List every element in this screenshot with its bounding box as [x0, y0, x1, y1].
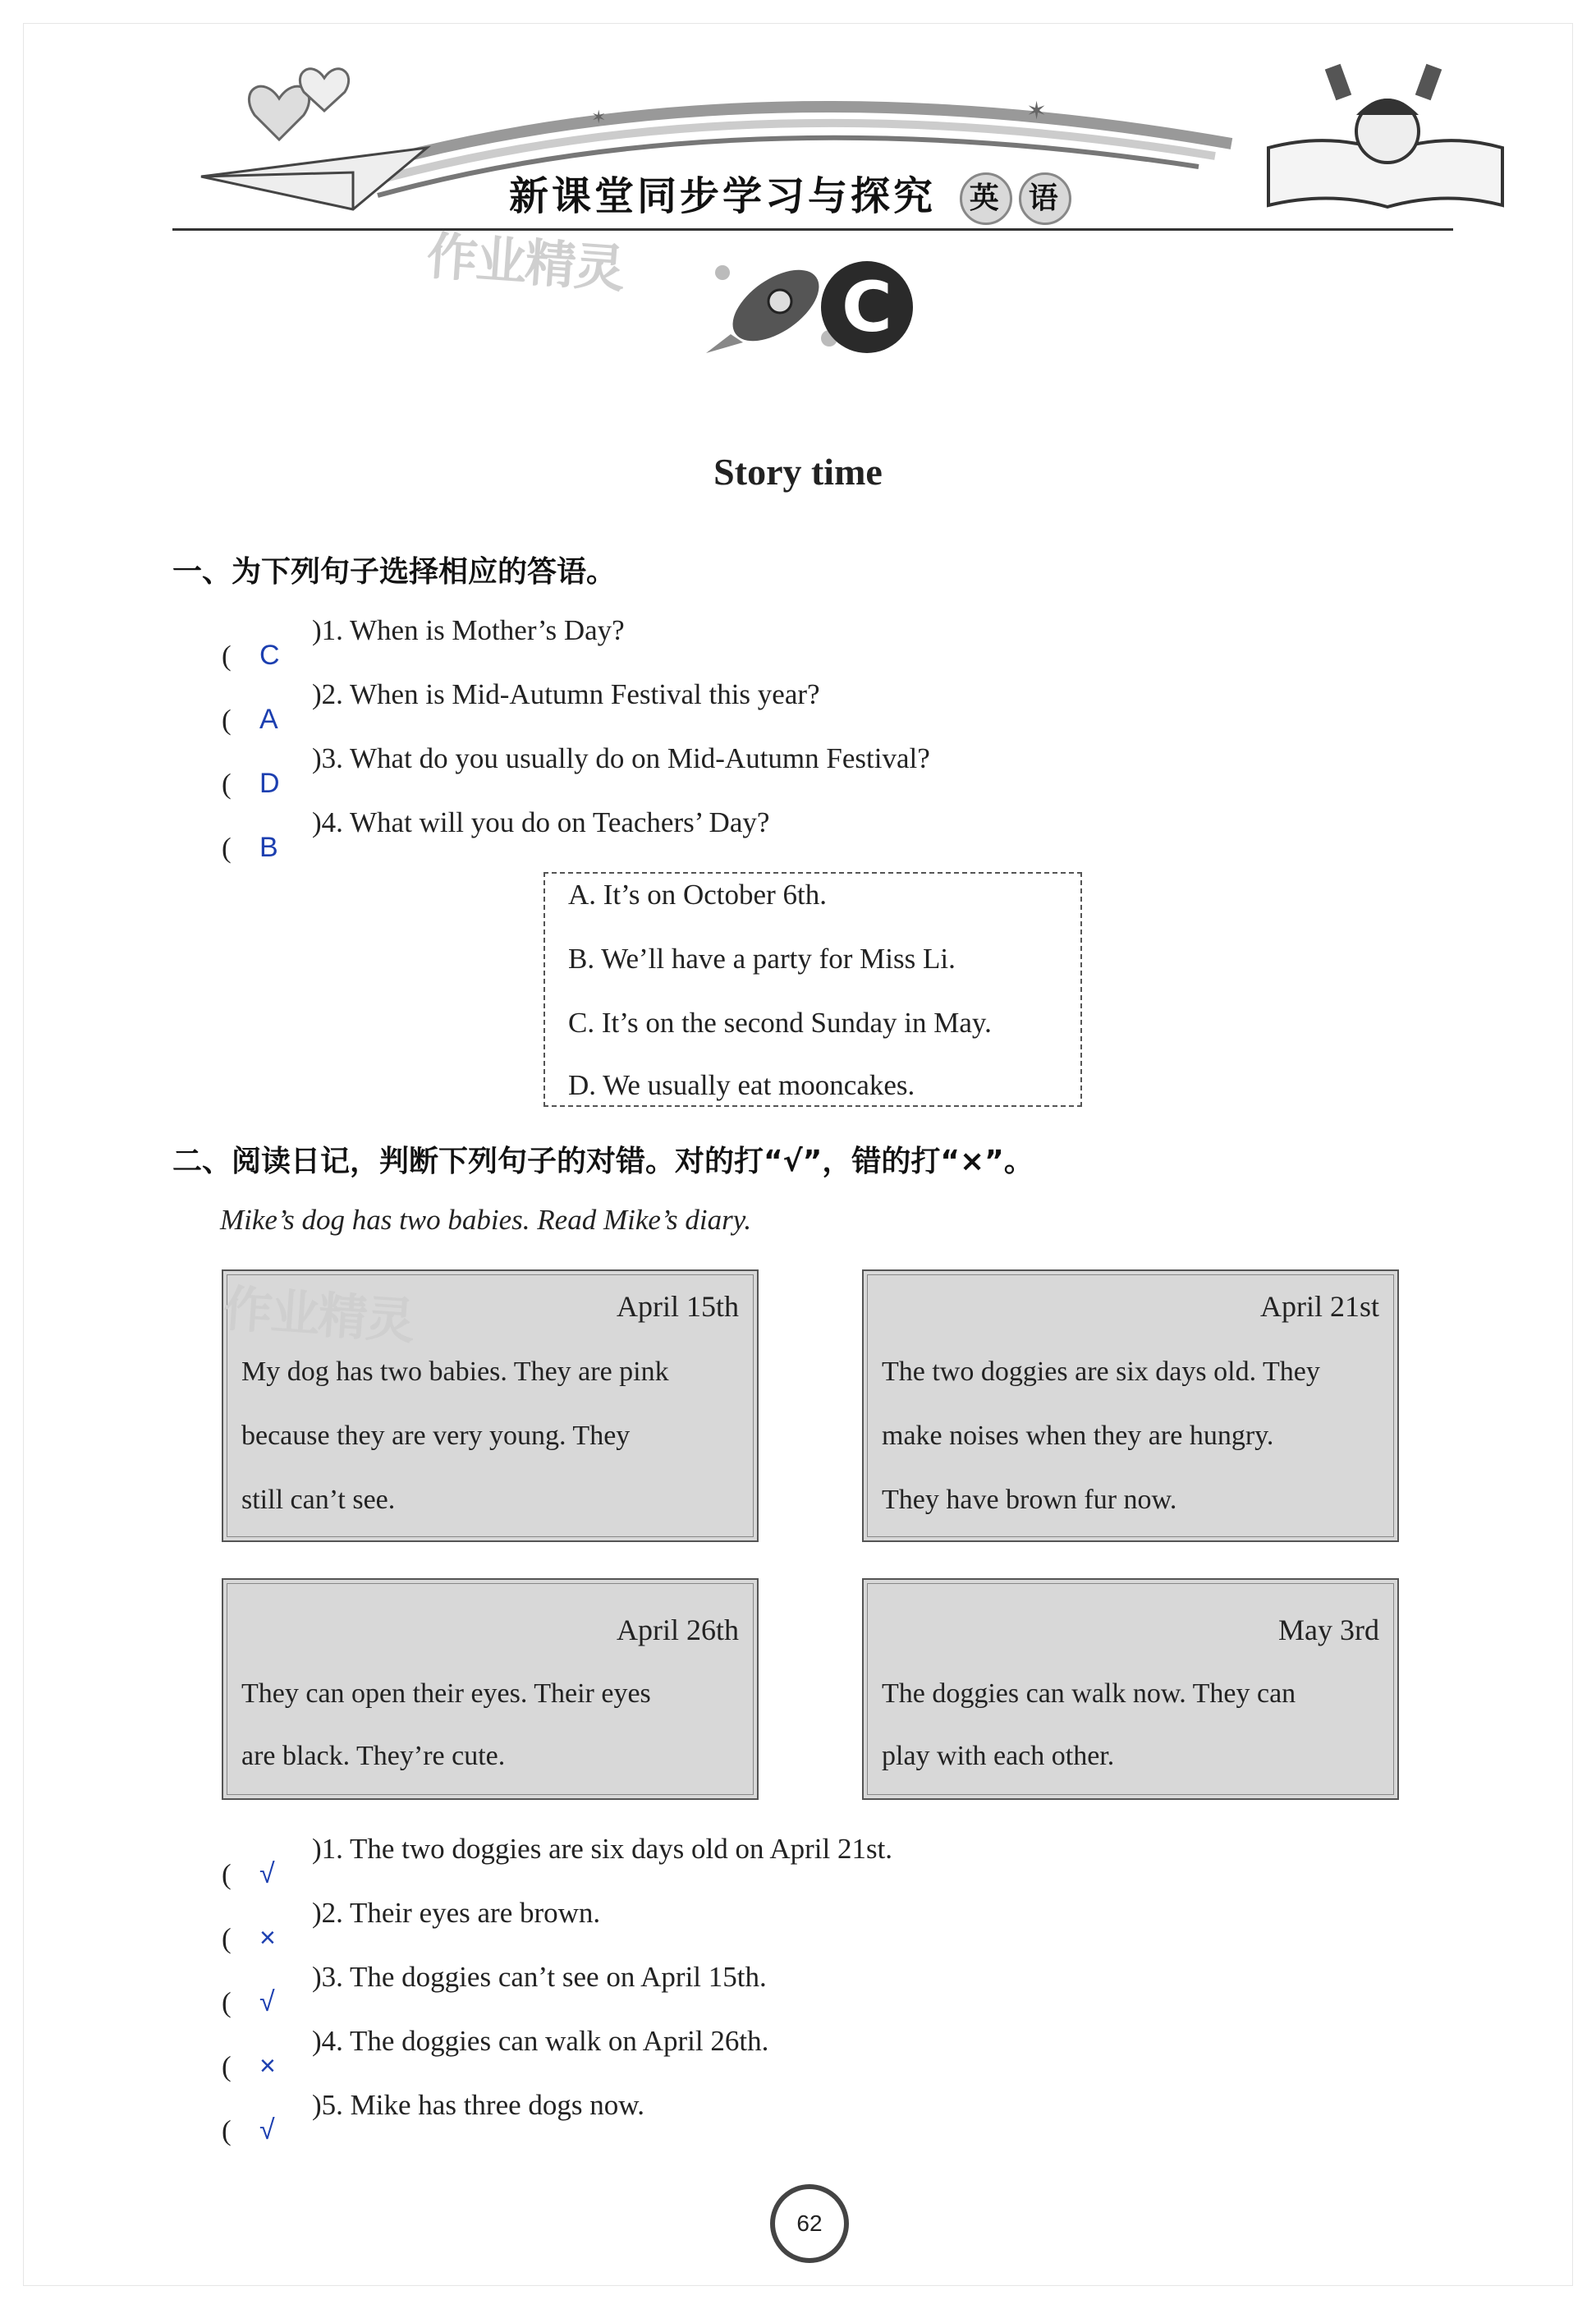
diary-line: The doggies can walk now. They can	[882, 1678, 1296, 1709]
part2-question: ( √ )3. The doggies can’t see on April 15th.	[222, 1961, 767, 2018]
subject-badge-1: 英	[960, 172, 1012, 225]
diary-card	[862, 1578, 1399, 1800]
option-item: B. We’ll have a party for Miss Li.	[568, 943, 956, 975]
part1-question: ( D )3. What do you usually do on Mid-Autumn Festival?	[222, 742, 930, 800]
page-title: Story time	[713, 451, 883, 493]
page-header	[0, 0, 1596, 246]
diary-date: May 3rd	[1278, 1614, 1379, 1646]
part2-question: ( √ )1. The two doggies are six days old on April 21st.	[222, 1833, 893, 1890]
diary-line: because they are very young. They	[241, 1421, 631, 1451]
diary-line: The two doggies are six days old. They	[882, 1356, 1320, 1387]
answer-mark: ×	[259, 2050, 276, 2082]
option-item: C. It’s on the second Sunday in May.	[568, 1007, 992, 1039]
question-text: )3. The doggies can’t see on April 15th.	[312, 1961, 767, 1993]
question-text: )4. What will you do on Teachers’ Day?	[312, 806, 770, 838]
header-rule	[172, 228, 1453, 231]
answer-mark: C	[259, 640, 280, 671]
section-badge: C	[821, 261, 913, 353]
diary-card	[222, 1269, 759, 1542]
diary-line: play with each other.	[882, 1741, 1115, 1771]
option-item: A. It’s on October 6th.	[568, 879, 827, 911]
page-number: 62	[770, 2184, 849, 2263]
watermark: 作业精灵	[424, 225, 626, 300]
answer-mark: A	[259, 704, 278, 735]
question-text: )3. What do you usually do on Mid-Autumn Festival?	[312, 742, 930, 774]
diary-line: They can open their eyes. Their eyes	[241, 1678, 651, 1709]
diary-line: are black. They’re cute.	[241, 1741, 506, 1771]
diary-line: still can’t see.	[241, 1485, 396, 1515]
part2-question: ( √ )5. Mike has three dogs now.	[222, 2089, 645, 2146]
part2-question: ( × )4. The doggies can walk on April 26th.	[222, 2025, 769, 2082]
part1-question: ( B )4. What will you do on Teachers’ Day?	[222, 806, 770, 864]
answer-mark: ×	[259, 1922, 276, 1953]
answer-mark: B	[259, 832, 278, 863]
question-text: )1. When is Mother’s Day?	[312, 614, 625, 646]
subject-badge-2: 语	[1019, 172, 1071, 225]
svg-text:✶: ✶	[591, 107, 607, 127]
diary-line: My dog has two babies. They are pink	[241, 1356, 669, 1387]
answer-mark: √	[259, 1858, 275, 1889]
part2-heading: 二、阅读日记，判断下列句子的对错。对的打“√”，错的打“×”。	[172, 1145, 1034, 1178]
diary-line: They have brown fur now.	[882, 1485, 1177, 1515]
options-box	[543, 872, 1082, 1107]
header-title-text: 新课堂同步学习与探究	[509, 173, 937, 219]
question-text: )4. The doggies can walk on April 26th.	[312, 2025, 769, 2057]
question-text: )2. When is Mid-Autumn Festival this year?	[312, 678, 820, 710]
answer-mark: D	[259, 768, 280, 799]
diary-card	[862, 1269, 1399, 1542]
option-item: D. We usually eat mooncakes.	[568, 1069, 915, 1101]
part2-question: ( × )2. Their eyes are brown.	[222, 1897, 601, 1954]
question-text: )5. Mike has three dogs now.	[312, 2089, 645, 2121]
answer-mark: √	[259, 1986, 275, 2018]
diary-card	[222, 1578, 759, 1800]
part1-question: ( A )2. When is Mid-Autumn Festival this year?	[222, 678, 820, 736]
watermark: 作业精灵	[221, 1279, 415, 1351]
diary-date: April 21st	[1259, 1290, 1379, 1323]
question-text: )1. The two doggies are six days old on April 21st.	[312, 1833, 893, 1865]
header-title	[509, 164, 1071, 225]
diary-date: April 26th	[617, 1614, 739, 1646]
part1-question: ( C )1. When is Mother’s Day?	[222, 614, 625, 672]
part1-heading: 一、为下列句子选择相应的答语。	[172, 555, 617, 589]
diary-date: April 15th	[617, 1290, 739, 1323]
svg-text:✶: ✶	[1026, 98, 1048, 125]
part2-intro: Mike’s dog has two babies. Read Mike’s diary.	[220, 1204, 752, 1236]
answer-mark: √	[259, 2114, 275, 2146]
question-text: )2. Their eyes are brown.	[312, 1897, 601, 1929]
diary-line: make noises when they are hungry.	[882, 1421, 1274, 1451]
